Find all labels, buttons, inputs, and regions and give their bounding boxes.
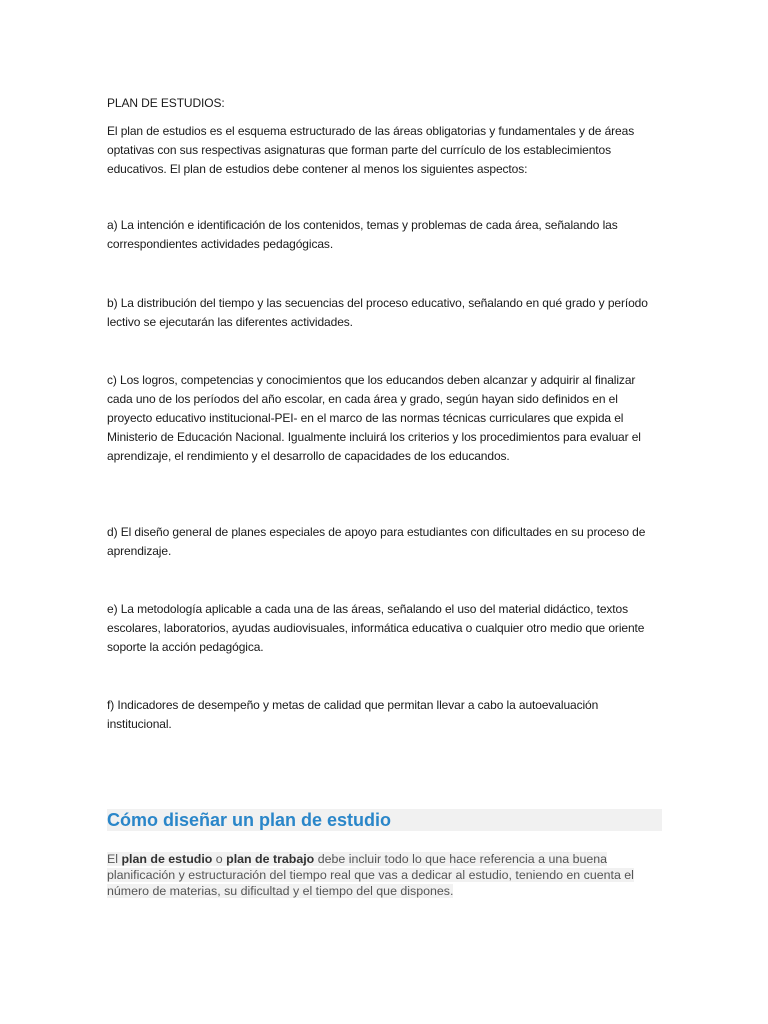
intro-paragraph: El plan de estudios es el esquema estructurado de las áreas obligatorias y fundamentales y de áreas optativas con sus respectivas asignaturas que forman parte del currículo de los establecimientos educativos. El plan de estudios debe contener al menos los siguientes aspectos:: [107, 124, 635, 176]
list-item-a: a) La intención e identificación de los contenidos, temas y problemas de cada área, señalando las correspondientes actividades pedagógicas.: [107, 218, 618, 251]
web-paragraph-highlight: [107, 852, 634, 898]
bold-term-plan-de-trabajo: plan de trabajo: [226, 852, 315, 866]
section-title-bar: [107, 809, 662, 831]
para-connector: o: [212, 852, 227, 866]
list-item-d: d) El diseño general de planes especiales de apoyo para estudiantes con dificultades en su proceso de aprendizaje.: [107, 525, 646, 558]
section-title: Cómo diseñar un plan de estudio: [107, 810, 392, 830]
web-paragraph: [107, 851, 662, 899]
list-item-b: b) La distribución del tiempo y las secuencias del proceso educativo, señalando en qué grado y período lectivo se ejecutarán las diferentes actividades.: [107, 296, 648, 329]
list-item-e: e) La metodología aplicable a cada una de las áreas, señalando el uso del material didáctico, textos escolares, laboratorios, ayudas audiovisuales, informática educativa o cualquier otro medio que oriente soporte la acción pedagógica.: [107, 602, 645, 654]
document-heading: PLAN DE ESTUDIOS:: [107, 96, 225, 110]
para-prefix: El: [107, 852, 122, 866]
bold-term-plan-de-estudio: plan de estudio: [121, 852, 213, 866]
para-rest: debe incluir todo lo que hace referencia a una buena planificación y estructuración del tiempo real que vas a dedicar al estudio, teniendo en cuenta el número de materias, su dificultad y el tiempo del que dispones.: [107, 852, 634, 898]
list-item-f: f) Indicadores de desempeño y metas de calidad que permitan llevar a cabo la autoevaluación institucional.: [107, 698, 599, 731]
list-item-c: c) Los logros, competencias y conocimientos que los educandos deben alcanzar y adquirir al finalizar cada uno de los períodos del año escolar, en cada área y grado, según hayan sido definidos en el proyecto educativo institucional-PEI- en el marco de las normas técnicas curriculares que expida el Ministerio de Educación Nacional. Igualmente incluirá los criterios y los procedimientos para evaluar el aprendizaje, el rendimiento y el desarrollo de capacidades de los educandos.: [107, 373, 641, 463]
